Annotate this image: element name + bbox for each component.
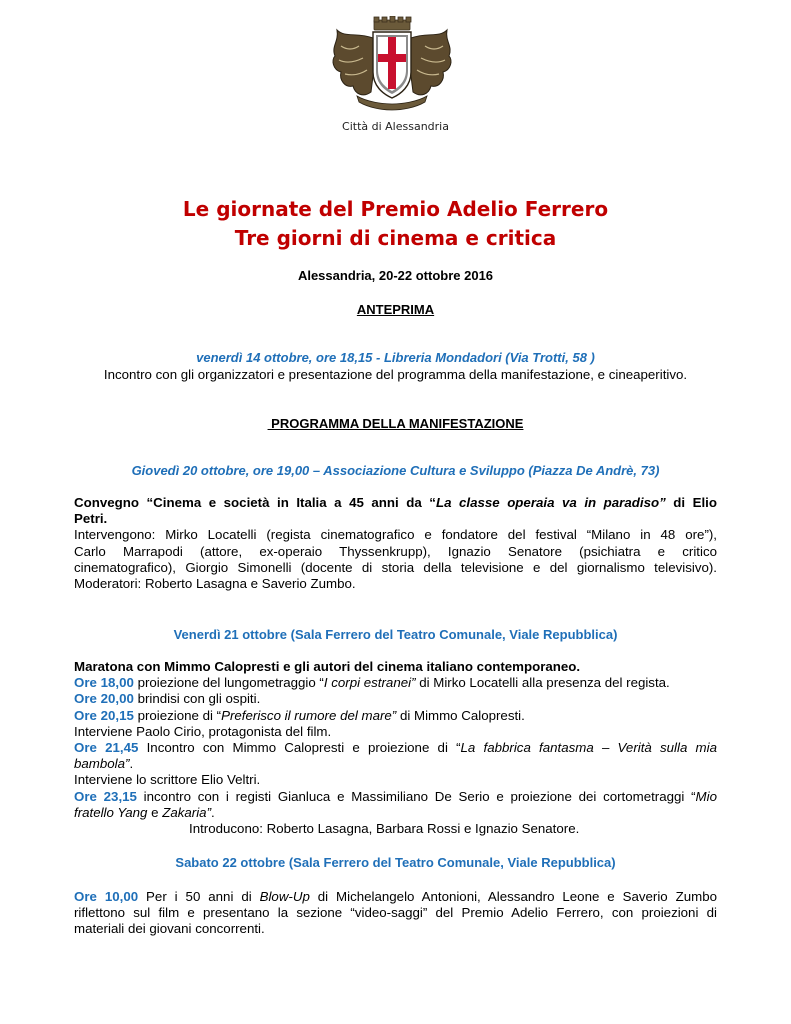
day2-block bbox=[74, 659, 717, 837]
city-label: Città di Alessandria bbox=[342, 120, 449, 133]
schedule-item: Ore 10,00 Per i 50 anni di Blow-Up di Michelangelo Antonioni, Alessandro Leone e Saverio Zumbo bbox=[74, 889, 718, 904]
speakers-line: Carlo Marrapodi (attore, ex-operaio Thyssenkrupp), Ignazio Senatore (psichiatra e critico bbox=[74, 543, 717, 559]
schedule-note: Interviene lo scrittore Elio Veltri. bbox=[74, 772, 261, 788]
schedule-item-cont: bambola”. bbox=[74, 756, 134, 772]
convegno-title: Convegno “Cinema e società in Italia a 45 anni da “La classe operaia va in paradiso” di Elio bbox=[74, 495, 717, 510]
day1-block bbox=[74, 495, 717, 592]
day3-heading: Sabato 22 ottobre (Sala Ferrero del Teatro Comunale, Viale Repubblica) bbox=[175, 855, 616, 870]
schedule-item-cont: fratello Yang e Zakaria”. bbox=[74, 804, 215, 820]
schedule-note: Interviene Paolo Cirio, protagonista del film. bbox=[74, 723, 332, 739]
maratona-intro: Maratona con Mimmo Calopresti e gli autori del cinema italiano contemporaneo. bbox=[74, 659, 581, 674]
schedule-item: Ore 20,00 brindisi con gli ospiti. bbox=[74, 691, 261, 707]
programma-heading: PROGRAMMA DELLA MANIFESTAZIONE bbox=[267, 416, 524, 431]
introducono-line: Introducono: Roberto Lasagna, Barbara Rossi e Ignazio Senatore. bbox=[189, 821, 580, 837]
day1-heading: Giovedì 20 ottobre, ore 19,00 – Associazione Cultura e Sviluppo (Piazza De Andrè, 73) bbox=[131, 463, 660, 478]
day3-block bbox=[74, 889, 717, 938]
schedule-item: Ore 18,00 proiezione del lungometraggio “I corpi estranei” di Mirko Locatelli alla presenza del regista. bbox=[74, 675, 670, 691]
schedule-item: Ore 20,15 proiezione di “Preferisco il rumore del mare” di Mimmo Calopresti. bbox=[74, 707, 525, 723]
anteprima-event-heading: venerdì 14 ottobre, ore 18,15 - Libreria Mondadori (Via Trotti, 58 ) bbox=[196, 350, 595, 365]
schedule-text: materiali dei giovani concorrenti. bbox=[74, 921, 265, 937]
city-coat-of-arms-icon bbox=[327, 16, 457, 116]
schedule-item: Ore 21,45 Incontro con Mimmo Calopresti e proiezione di “La fabbrica fantasma – Verità sulla mia bbox=[74, 740, 717, 756]
place-date: Alessandria, 20-22 ottobre 2016 bbox=[297, 268, 494, 283]
moderators-line: Moderatori: Roberto Lasagna e Saverio Zumbo. bbox=[74, 576, 356, 592]
anteprima-heading: ANTEPRIMA bbox=[356, 302, 435, 317]
anteprima-event-text: Incontro con gli organizzatori e presentazione del programma della manifestazione, e cineaperitivo. bbox=[103, 367, 688, 382]
main-title: Le giornate del Premio Adelio Ferrero bbox=[182, 197, 609, 221]
main-subtitle: Tre giorni di cinema e critica bbox=[234, 226, 557, 250]
schedule-item: Ore 23,15 incontro con i registi Gianluca e Massimiliano De Serio e proiezione dei cortometraggi “Mio bbox=[74, 788, 717, 804]
convegno-title-end: Petri. bbox=[74, 511, 108, 527]
speakers-line: Intervengono: Mirko Locatelli (regista cinematografico e fondatore del festival “Milano in 48 ore”), bbox=[74, 527, 717, 543]
speakers-line: cinematografico), Giorgio Simonelli (docente di storia della televisione e del giornalismo televisivo). bbox=[74, 559, 717, 575]
day2-heading: Venerdì 21 ottobre (Sala Ferrero del Teatro Comunale, Viale Repubblica) bbox=[173, 627, 618, 642]
schedule-text: riflettono sul film e presentano la sezione “video-saggi” del Premio Adelio Ferrero, con proiezioni di bbox=[74, 905, 717, 921]
